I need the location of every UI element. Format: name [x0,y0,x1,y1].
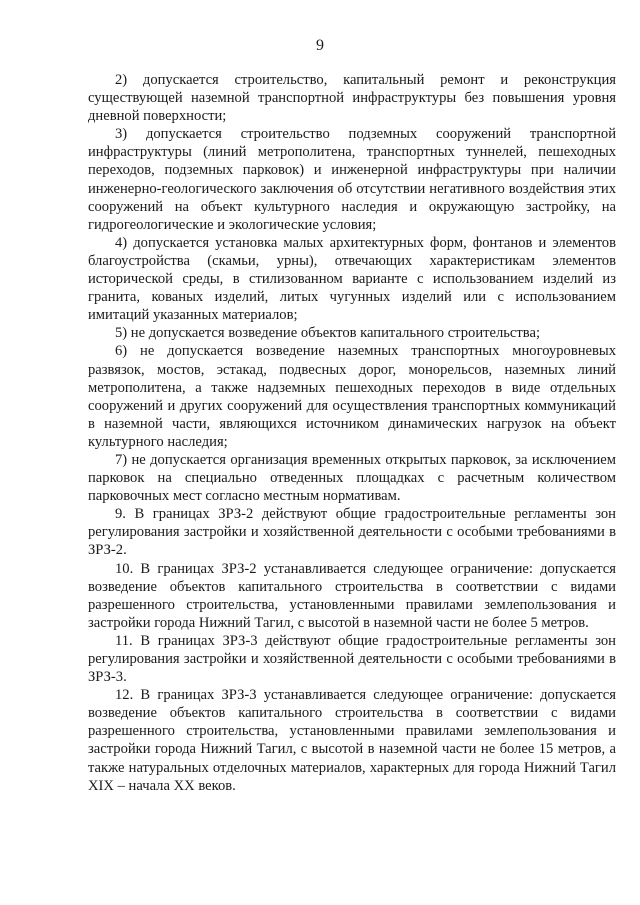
document-body [88,71,616,795]
paragraph-item-5: 5) не допускается возведение объектов капитального строительства; [115,325,541,342]
paragraph-item-2: 2) допускается строительство, капитальный ремонт и реконструкция существующей наземной транспортной инфраструктуры без повышения уровня дневной поверхности; [88,72,616,125]
page-number: 9 [316,37,324,54]
paragraph-12: 12. В границах ЗРЗ-3 устанавливается следующее ограничение: допускается возведение объектов капитального строительства в соответствии с видами разрешенного строительства, установленными правилами землепользования и застройки города Нижний Тагил, с высотой в наземной части не более 15 метров, а также натуральных отделочных материалов, характерных для города Нижний Тагил XIX – начала XX веков. [88,687,616,794]
paragraph-item-7: 7) не допускается организация временных открытых парковок, за исключением парковок на специально отведенных площадках с расчетным количеством парковочных мест согласно местным нормативам. [88,451,616,505]
paragraph-9: 9. В границах ЗРЗ-2 действуют общие градостроительные регламенты зон регулирования застройки и хозяйственной деятельности с особыми требованиями в ЗРЗ-2. [88,506,616,559]
paragraph-11: 11. В границах ЗРЗ-3 действуют общие градостроительные регламенты зон регулирования застройки и хозяйственной деятельности с особыми требованиями в ЗРЗ-3. [88,632,616,686]
paragraph-item-3: 3) допускается строительство подземных сооружений транспортной инфраструктуры (линий метрополитена, транспортных туннелей, пешеходных переходов, подземных парковок) и инженерной инфраструктуры при наличии инженерно-геологического заключения об отсутствии негативного воздействия этих сооружений на объект культурного наследия и окружающую застройку, на гидрогеологические и экологические условия; [88,126,616,233]
paragraph-item-4: 4) допускается установка малых архитектурных форм, фонтанов и элементов благоустройства (скамьи, урны), отвечающих характеристикам элементов исторической среды, в стилизованном варианте с использованием изделий из гранита, кованых изделий, литых чугунных изделий или с использованием имитаций указанных материалов; [88,234,616,324]
paragraph-item-6: 6) не допускается возведение наземных транспортных многоуровневых развязок, мостов, эстакад, подвесных дорог, монорельсов, наземных линий метрополитена, а также надземных пешеходных переходов в виде отдельных сооружений и других сооружений для осуществления транспортных коммуникаций в наземной части, являющихся источником динамических нагрузок на объект культурного наследия; [88,343,616,450]
paragraph-10: 10. В границах ЗРЗ-2 устанавливается следующее ограничение: допускается возведение объектов капитального строительства в соответствии с видами разрешенного строительства, установленными правилами землепользования и застройки города Нижний Тагил, с высотой в наземной части не более 5 метров. [88,560,616,631]
